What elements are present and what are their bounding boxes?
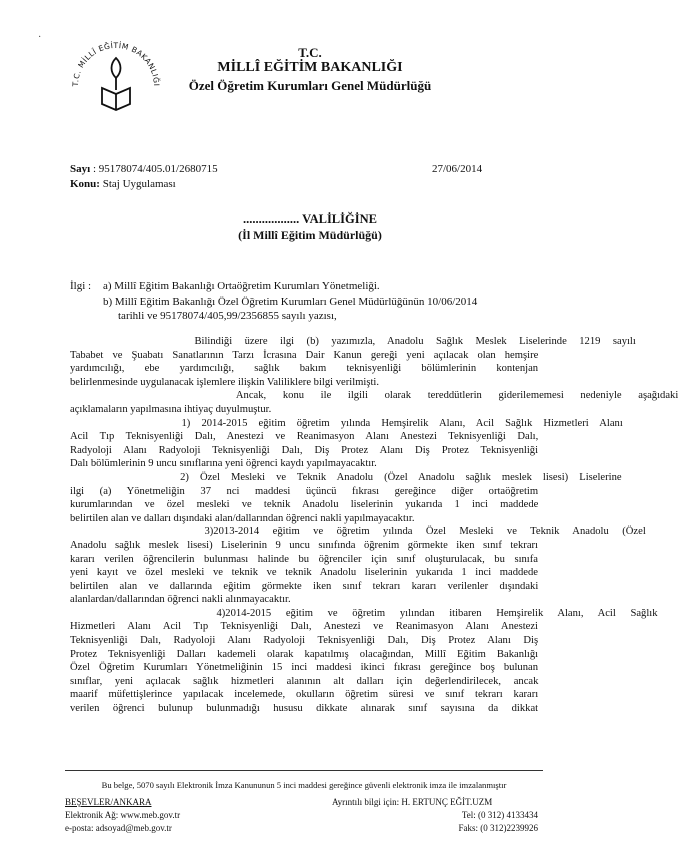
addressee-line: .................. VALİLİĞİNE [243,212,377,226]
body-line: yardımcılığı, ebe yardımcılığı, sağlık bakım teknisyenliği bölümlerinin kontenjan [70,363,539,375]
body-line: alanlardan/dallarından öğrenci nakli alınmayacaktır. [70,594,291,606]
body-line: Bilindiği üzere ilgi (b) yazımızla, Anadolu Sağlık Meslek Liselerinde 1219 sayılı [70,336,636,347]
body-line: belirtilen alan ve dalları dışındaki alan/dallarından öğrenci nakli yapılmayacaktır. [70,512,415,524]
body-line: Radyoloji Alanı Radyoloji Teknisyenliği Dalı, Diş Protez Alanı Diş Protez Teknisyenliği [70,444,539,456]
footer-divider [65,770,543,771]
body-line: Hizmetleri Alanı Acil Tıp Teknisyenliği Dalı, Anestezi ve Reanimasyon Alanı Anestezi [70,621,538,633]
body-line: kararı verilen öğrencilerin bulunması halinde bu öğrenciler için sınıf oluşturulacak, bu sınıfa [70,553,538,565]
footer-fax: Faks: (0 312)2239926 [458,823,538,833]
footer-address: BEŞEVLER/ANKARA [65,797,152,807]
body-line: kurumlarından ve özel mesleki ve teknik Anadolu liselerinin yukarıda 1 inci maddede [70,499,539,511]
footer-email: e-posta: adsoyad@meb.gov.tr [65,823,172,833]
konu-value: Staj Uygulaması [102,178,176,190]
addressee-subline: (İl Millî Eğitim Müdürlüğü) [238,228,382,242]
body-line: yeni kayıt ve özel mesleki ve teknik ve teknik Anadolu liselerinin yukarıda 1 inci maddede [70,567,538,579]
body-line: 1) 2014-2015 eğitim öğretim yılında Hemşirelik Alanı, Acil Sağlık Hizmetleri Alanı [70,417,623,429]
body-line: 4)2014-2015 eğitim ve öğretim yılından itibaren Hemşirelik Alanı, Acil Sağlık [70,607,658,619]
body-line: maarif müfettişlerince yapılacak incelemede, okulların öğretim süresi ve sınıf tekrarı kararı [70,689,539,701]
footer-phone: Tel: (0 312) 4133434 [461,810,538,820]
body-line: Protez Teknisyenliği Dalları kademeli olarak kapatılmış olacağından, Millî Eğitim Bakanlığı [70,648,539,660]
ilgi-item-b-continued: tarihli ve 95178074/405,99/2356855 sayılı yazısı, [118,310,337,322]
sayi-line [70,163,218,175]
body-line: Tababet ve Şuabatı Sanatlarının Tarzı İcrasına Dair Kanun gereği yeni açılacak olan hemşire [70,349,539,361]
letter-body [70,335,678,716]
body-line: belirlenmesinde uygulanacak işlemlere ilişkin Valiliklere bilgi verilmişti. [70,376,380,388]
sayi-label: Sayı [70,163,91,175]
ilgi-label: İlgi : [70,280,92,292]
body-line: Acil Tıp Teknisyenliği Dalı, Anestezi ve Reanimasyon Alanı Anestezi Teknisyenliği Dalı, [70,431,539,443]
ilgi-item-b: b) Millî Eğitim Bakanlığı Özel Öğretim Kurumları Genel Müdürlüğünün 10/06/2014 [103,296,478,308]
body-line: açıklamaların yapılmasına ihtiyaç duyulmuştur. [70,403,272,415]
header-tc: T.C. [298,45,322,60]
ilgi-item-a: a) Millî Eğitim Bakanlığı Ortaöğretim Kurumları Yönetmeliği. [103,280,380,292]
footer-contact: Ayrıntılı bilgi için: H. ERTUNÇ EĞİT.UZM [332,797,493,807]
body-line: verilen öğrenci bulunup bulunmadığı hususu dikkate alınarak sınıf sayısına da dikkat [70,703,539,715]
e-signature-note: Bu belge, 5070 sayılı Elektronik İmza Kanununun 5 inci maddesi gereğince güvenli elektronik imza ile imzalanmıştır [101,780,507,790]
body-line: sınıflar, yeni açılacak sağlık hizmetleri alanının alt dalları için değerlendirilecek, ancak [70,675,539,687]
footer-web: Elektronik Ağ: www.meb.gov.tr [65,810,181,820]
konu-label: Konu: [70,178,100,190]
body-line: Dalı bölümlerinin 9 uncu sınıflarına yeni öğrenci kaydı yapılmayacaktır. [70,458,377,470]
body-line: ilgi (a) Yönetmeliğin 37 nci maddesi üçüncü fıkrası gereğince diğer ortaöğretim [70,485,539,497]
sayi-value: : 95178074/405.01/2680715 [92,163,218,175]
header-directorate: Özel Öğretim Kurumları Genel Müdürlüğü [188,78,432,93]
header-ministry: MİLLÎ EĞİTİM BAKANLIĞI [217,60,403,75]
body-line: 3)2013-2014 eğitim ve öğretim yılında Özel Mesleki ve Teknik Anadolu (Özel [70,526,646,538]
body-line: Özel Öğretim Kurumları Yönetmeliğinin 15 inci maddesi ikinci fıkrası gereğince boş bulunan [70,662,538,674]
body-line: Ancak, konu ile ilgili olarak tereddütlerin giderilememesi nedeniyle aşağıdaki [70,390,678,402]
body-line: 2) Özel Mesleki ve Teknik Anadolu (Özel Anadolu sağlık meslek lisesi) Liselerine [70,471,622,483]
svg-text:T.C. MİLLÎ EĞİTİM BAKANLIĞI: T.C. MİLLÎ EĞİTİM BAKANLIĞI [70,40,162,87]
konu-line [70,178,176,190]
document-date: 27/06/2014 [432,163,483,175]
corner-mark: · [38,32,42,43]
body-line: Anadolu sağlık meslek lisesi) Liselerinin 9 uncu sınıfında öğrenim görmekte iken sınıf tekrarı [70,539,538,551]
body-line: Teknisyenliği Dalı, Radyoloji Alanı Radyoloji Teknisyenliği Dalı, Diş Protez Alanı Diş [70,635,539,647]
body-line: belirtilen alan ve dallarında eğitim görmekte iken sınıf tekrarı kararı verilenler dışındaki [70,580,539,592]
